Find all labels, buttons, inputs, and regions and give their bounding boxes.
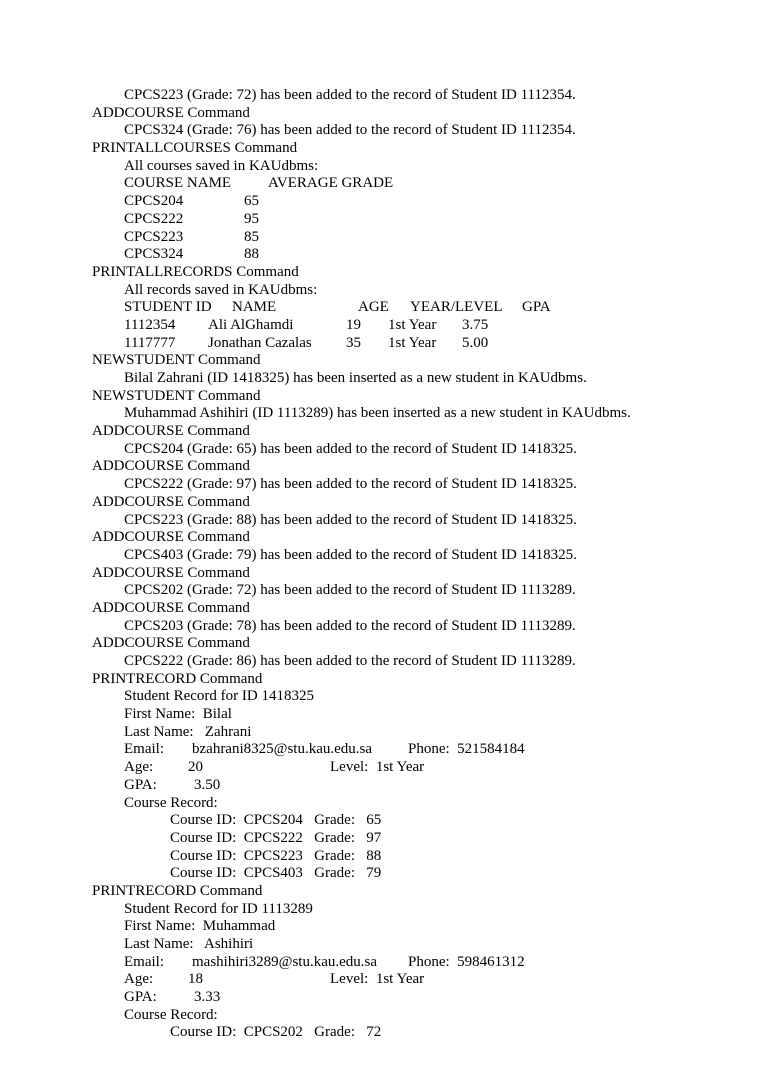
command-line-text: ADDCOURSE Command	[92, 423, 250, 440]
records-table-row-cell: 1st Year	[388, 334, 437, 351]
courses-table-row	[92, 229, 752, 247]
records-table-row-cell: Ali AlGhamdi	[208, 316, 294, 333]
command-line	[92, 600, 752, 618]
command-line-text: ADDCOURSE Command	[92, 564, 250, 581]
gpa-line-cell: GPA:	[124, 776, 157, 793]
age-level-line-cell: Level: 1st Year	[330, 759, 425, 776]
email-phone-line	[92, 741, 752, 759]
command-line	[92, 529, 752, 547]
courses-table-row-cell: CPCS204	[124, 193, 184, 210]
output-line-text: CPCS222 (Grade: 97) has been added to the record of Student ID 1418325.	[124, 476, 577, 493]
output-line	[92, 370, 752, 388]
output-line-text: Last Name: Ashihiri	[124, 936, 254, 952]
output-line	[92, 158, 752, 176]
courses-table-row	[92, 211, 752, 229]
output-line	[92, 87, 752, 105]
output-line-text: Muhammad Ashihiri (ID 1113289) has been inserted as a new student in KAUdbms.	[124, 405, 631, 422]
command-line-text: ADDCOURSE Command	[92, 529, 250, 546]
output-line-text: CPCS204 (Grade: 65) has been added to the record of Student ID 1418325.	[124, 440, 577, 457]
age-level-line	[92, 759, 752, 777]
records-table-row-cell: 1117777	[124, 334, 176, 351]
output-line-text: CPCS223 (Grade: 88) has been added to the record of Student ID 1418325.	[124, 511, 577, 528]
email-phone-line-cell: Phone: 521584184	[408, 741, 525, 758]
command-line	[92, 352, 752, 370]
courses-table-row	[92, 246, 752, 264]
age-level-line	[92, 971, 752, 989]
age-level-line-cell: 18	[188, 971, 203, 988]
output-line	[92, 547, 752, 565]
output-line	[92, 282, 752, 300]
courses-table-row-cell: 65	[244, 193, 259, 210]
output-line-text: Student Record for ID 1418325	[124, 688, 314, 705]
command-line	[92, 423, 752, 441]
command-line	[92, 494, 752, 512]
records-table-row	[92, 335, 752, 353]
courses-table-header	[92, 175, 752, 193]
command-line	[92, 565, 752, 583]
email-phone-line-cell: Phone: 598461312	[408, 953, 525, 970]
age-level-line-cell: Level: 1st Year	[330, 971, 425, 988]
command-line-text: ADDCOURSE Command	[92, 458, 250, 475]
output-line-text: All courses saved in KAUdbms:	[124, 157, 319, 174]
output-line	[92, 582, 752, 600]
command-output-log	[92, 87, 752, 1042]
command-line-text: PRINTRECORD Command	[92, 670, 263, 687]
command-line	[92, 458, 752, 476]
command-line-text: NEWSTUDENT Command	[92, 352, 261, 369]
output-line	[92, 1007, 752, 1025]
records-table-header	[92, 299, 752, 317]
records-table-row-cell: 3.75	[462, 316, 489, 333]
command-line	[92, 264, 752, 282]
output-line-text: Student Record for ID 1113289	[124, 900, 313, 917]
command-line	[92, 883, 752, 901]
command-line-text: ADDCOURSE Command	[92, 635, 250, 652]
output-line-text: CPCS222 (Grade: 86) has been added to the record of Student ID 1113289.	[124, 653, 576, 669]
output-line-text: Course Record:	[124, 794, 218, 811]
output-line	[92, 476, 752, 494]
command-line	[92, 388, 752, 406]
courses-table-row-cell: 85	[244, 228, 259, 245]
email-phone-line-cell: Email:	[124, 741, 164, 758]
gpa-line-cell: 3.33	[194, 989, 221, 1006]
course-record-line-text: Course ID: CPCS223 Grade: 88	[170, 847, 382, 864]
course-record-line-text: Course ID: CPCS403 Grade: 79	[170, 865, 382, 882]
course-record-line-text: Course ID: CPCS202 Grade: 72	[170, 1024, 382, 1041]
output-line-text: First Name: Muhammad	[124, 918, 276, 935]
course-record-line	[92, 848, 752, 866]
gpa-line	[92, 989, 752, 1007]
records-table-header-cell: STUDENT ID	[124, 299, 212, 316]
output-line	[92, 441, 752, 459]
command-line-text: PRINTRECORD Command	[92, 882, 263, 899]
command-line	[92, 635, 752, 653]
command-line-text: NEWSTUDENT Command	[92, 387, 261, 404]
output-line	[92, 122, 752, 140]
gpa-line-cell: 3.50	[194, 776, 221, 793]
age-level-line-cell: Age:	[124, 971, 154, 988]
output-line-text: Bilal Zahrani (ID 1418325) has been inserted as a new student in KAUdbms.	[124, 370, 587, 386]
output-line	[92, 724, 752, 742]
records-table-header-cell: AGE	[358, 299, 389, 316]
courses-table-row-cell: 95	[244, 210, 259, 227]
command-line-text: PRINTALLCOURSES Command	[92, 140, 298, 157]
courses-table-header-cell: COURSE NAME	[124, 175, 232, 192]
command-line	[92, 671, 752, 689]
records-table-header-cell: YEAR/LEVEL	[410, 299, 503, 316]
output-line	[92, 901, 752, 919]
courses-table-row-cell: CPCS223	[124, 228, 184, 245]
records-table-row-cell: Jonathan Cazalas	[208, 334, 312, 351]
output-line-text: CPCS203 (Grade: 78) has been added to the record of Student ID 1113289.	[124, 617, 576, 634]
output-line-text: First Name: Bilal	[124, 706, 232, 723]
age-level-line-cell: Age:	[124, 759, 154, 776]
command-line	[92, 105, 752, 123]
course-record-line	[92, 812, 752, 830]
gpa-line-cell: GPA:	[124, 989, 157, 1006]
output-line-text: Last Name: Zahrani	[124, 723, 252, 740]
email-phone-line	[92, 954, 752, 972]
courses-table-header-cell: AVERAGE GRADE	[268, 175, 394, 192]
output-line	[92, 405, 752, 423]
records-table-row-cell: 1112354	[124, 316, 176, 333]
output-line-text: CPCS202 (Grade: 72) has been added to the record of Student ID 1113289.	[124, 582, 576, 599]
output-line-text: CPCS223 (Grade: 72) has been added to the record of Student ID 1112354.	[124, 87, 576, 103]
records-table-row	[92, 317, 752, 335]
output-line	[92, 706, 752, 724]
output-line-text: Course Record:	[124, 1006, 218, 1023]
output-line	[92, 918, 752, 936]
output-line-text: All records saved in KAUdbms:	[124, 281, 318, 298]
output-line-text: CPCS403 (Grade: 79) has been added to the record of Student ID 1418325.	[124, 546, 577, 563]
course-record-line	[92, 865, 752, 883]
courses-table-row-cell: CPCS324	[124, 246, 184, 263]
course-record-line-text: Course ID: CPCS204 Grade: 65	[170, 812, 382, 829]
output-line	[92, 795, 752, 813]
records-table-header-cell: GPA	[522, 299, 551, 316]
course-record-line	[92, 830, 752, 848]
records-table-row-cell: 1st Year	[388, 316, 437, 333]
records-table-row-cell: 19	[346, 316, 361, 333]
email-phone-line-cell: mashihiri3289@stu.kau.edu.sa	[192, 953, 378, 970]
output-line	[92, 512, 752, 530]
courses-table-row-cell: 88	[244, 246, 259, 263]
command-line-text: ADDCOURSE Command	[92, 104, 250, 121]
command-line-text: ADDCOURSE Command	[92, 493, 250, 510]
output-line	[92, 618, 752, 636]
records-table-row-cell: 5.00	[462, 334, 489, 351]
command-line-text: PRINTALLRECORDS Command	[92, 263, 299, 280]
command-line-text: ADDCOURSE Command	[92, 599, 250, 616]
email-phone-line-cell: bzahrani8325@stu.kau.edu.sa	[192, 741, 373, 758]
courses-table-row-cell: CPCS222	[124, 210, 184, 227]
records-table-row-cell: 35	[346, 334, 361, 351]
gpa-line	[92, 777, 752, 795]
course-record-line	[92, 1024, 752, 1042]
output-line	[92, 688, 752, 706]
records-table-header-cell: NAME	[232, 299, 277, 316]
email-phone-line-cell: Email:	[124, 953, 164, 970]
course-record-line-text: Course ID: CPCS222 Grade: 97	[170, 829, 382, 846]
output-line	[92, 653, 752, 671]
output-line-text: CPCS324 (Grade: 76) has been added to the record of Student ID 1112354.	[124, 122, 576, 139]
age-level-line-cell: 20	[188, 759, 203, 776]
command-line	[92, 140, 752, 158]
courses-table-row	[92, 193, 752, 211]
output-line	[92, 936, 752, 954]
